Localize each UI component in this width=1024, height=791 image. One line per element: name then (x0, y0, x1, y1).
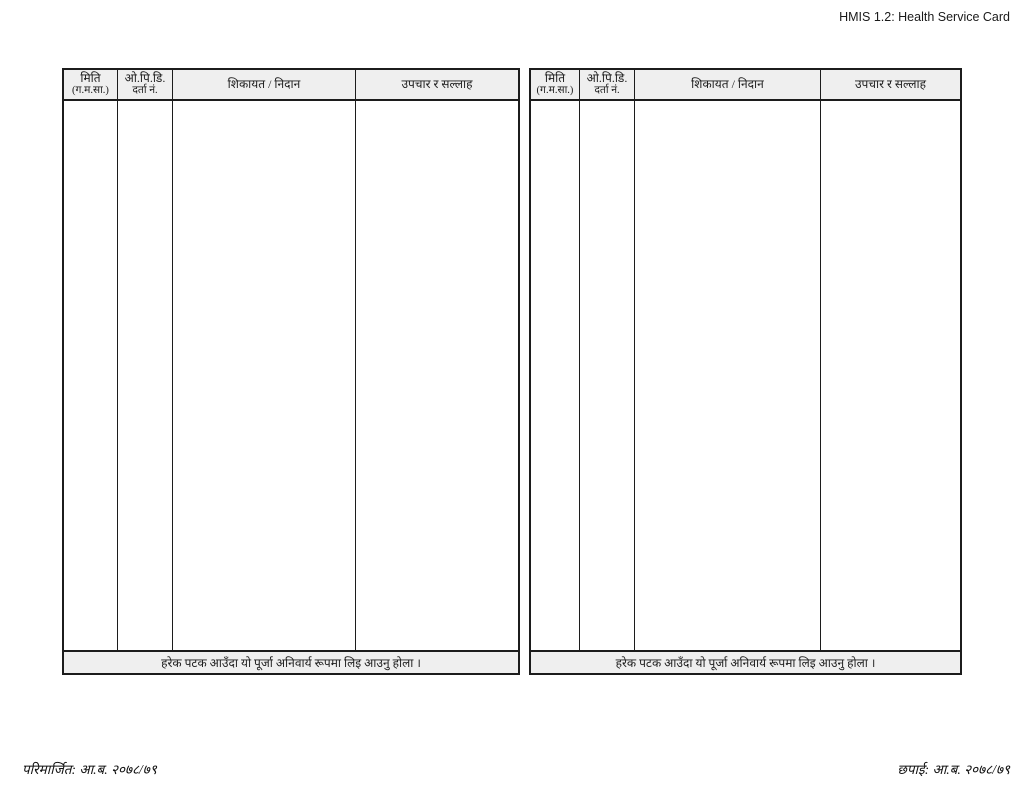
column-header-date-line1: मिति (544, 70, 566, 85)
service-card-table-right (529, 68, 962, 675)
column-header-date (64, 70, 118, 99)
body-cell-opd-number (580, 101, 635, 650)
body-cell-opd-number (118, 101, 173, 650)
service-card-table-left (62, 68, 520, 675)
body-cell-date (531, 101, 580, 650)
column-header-complaint-label: शिकायत / निदान (227, 76, 301, 91)
column-header-treatment-label: उपचार र सल्लाह (401, 76, 473, 91)
footer-note-text: हरेक पटक आउँदा यो पूर्जा अनिवार्य रूपमा लिइ आउनु होला । (161, 656, 421, 670)
table-footer-note (531, 650, 960, 673)
table-body (531, 101, 960, 650)
column-header-opd-line1: ओ.पि.डि. (124, 70, 166, 85)
column-header-opd-number (118, 70, 173, 99)
column-header-complaint-diagnosis (173, 70, 356, 99)
column-header-opd-line1: ओ.पि.डि. (586, 70, 628, 85)
column-header-date-line1: मिति (80, 70, 101, 85)
column-header-opd-line2: दर्ता नं. (594, 85, 620, 97)
body-cell-complaint-diagnosis (173, 101, 356, 650)
table-body (64, 101, 518, 650)
column-header-opd-line2: दर्ता नं. (132, 85, 158, 97)
column-header-date-line2: (ग.म.सा.) (536, 85, 574, 97)
body-cell-treatment-advice (356, 101, 518, 650)
column-header-complaint-diagnosis (635, 70, 821, 99)
column-header-date (531, 70, 580, 99)
column-header-date-line2: (ग.म.सा.) (72, 85, 109, 97)
printed-fiscal-year-note: छपाई: आ.ब. २०७८/७९ (897, 762, 1010, 777)
table-footer-note (64, 650, 518, 673)
revised-fiscal-year-note: परिमार्जित: आ.ब. २०७८/७९ (22, 762, 157, 777)
column-header-treatment-advice (821, 70, 960, 99)
body-cell-complaint-diagnosis (635, 101, 821, 650)
column-header-complaint-label: शिकायत / निदान (691, 76, 764, 91)
document-title: HMIS 1.2: Health Service Card (839, 10, 1010, 24)
column-header-treatment-advice (356, 70, 518, 99)
body-cell-date (64, 101, 118, 650)
column-header-treatment-label: उपचार र सल्लाह (854, 76, 927, 91)
footer-note-text: हरेक पटक आउँदा यो पूर्जा अनिवार्य रूपमा लिइ आउनु होला । (615, 656, 876, 670)
table-header-row (64, 70, 518, 101)
body-cell-treatment-advice (821, 101, 960, 650)
column-header-opd-number (580, 70, 635, 99)
table-header-row (531, 70, 960, 101)
